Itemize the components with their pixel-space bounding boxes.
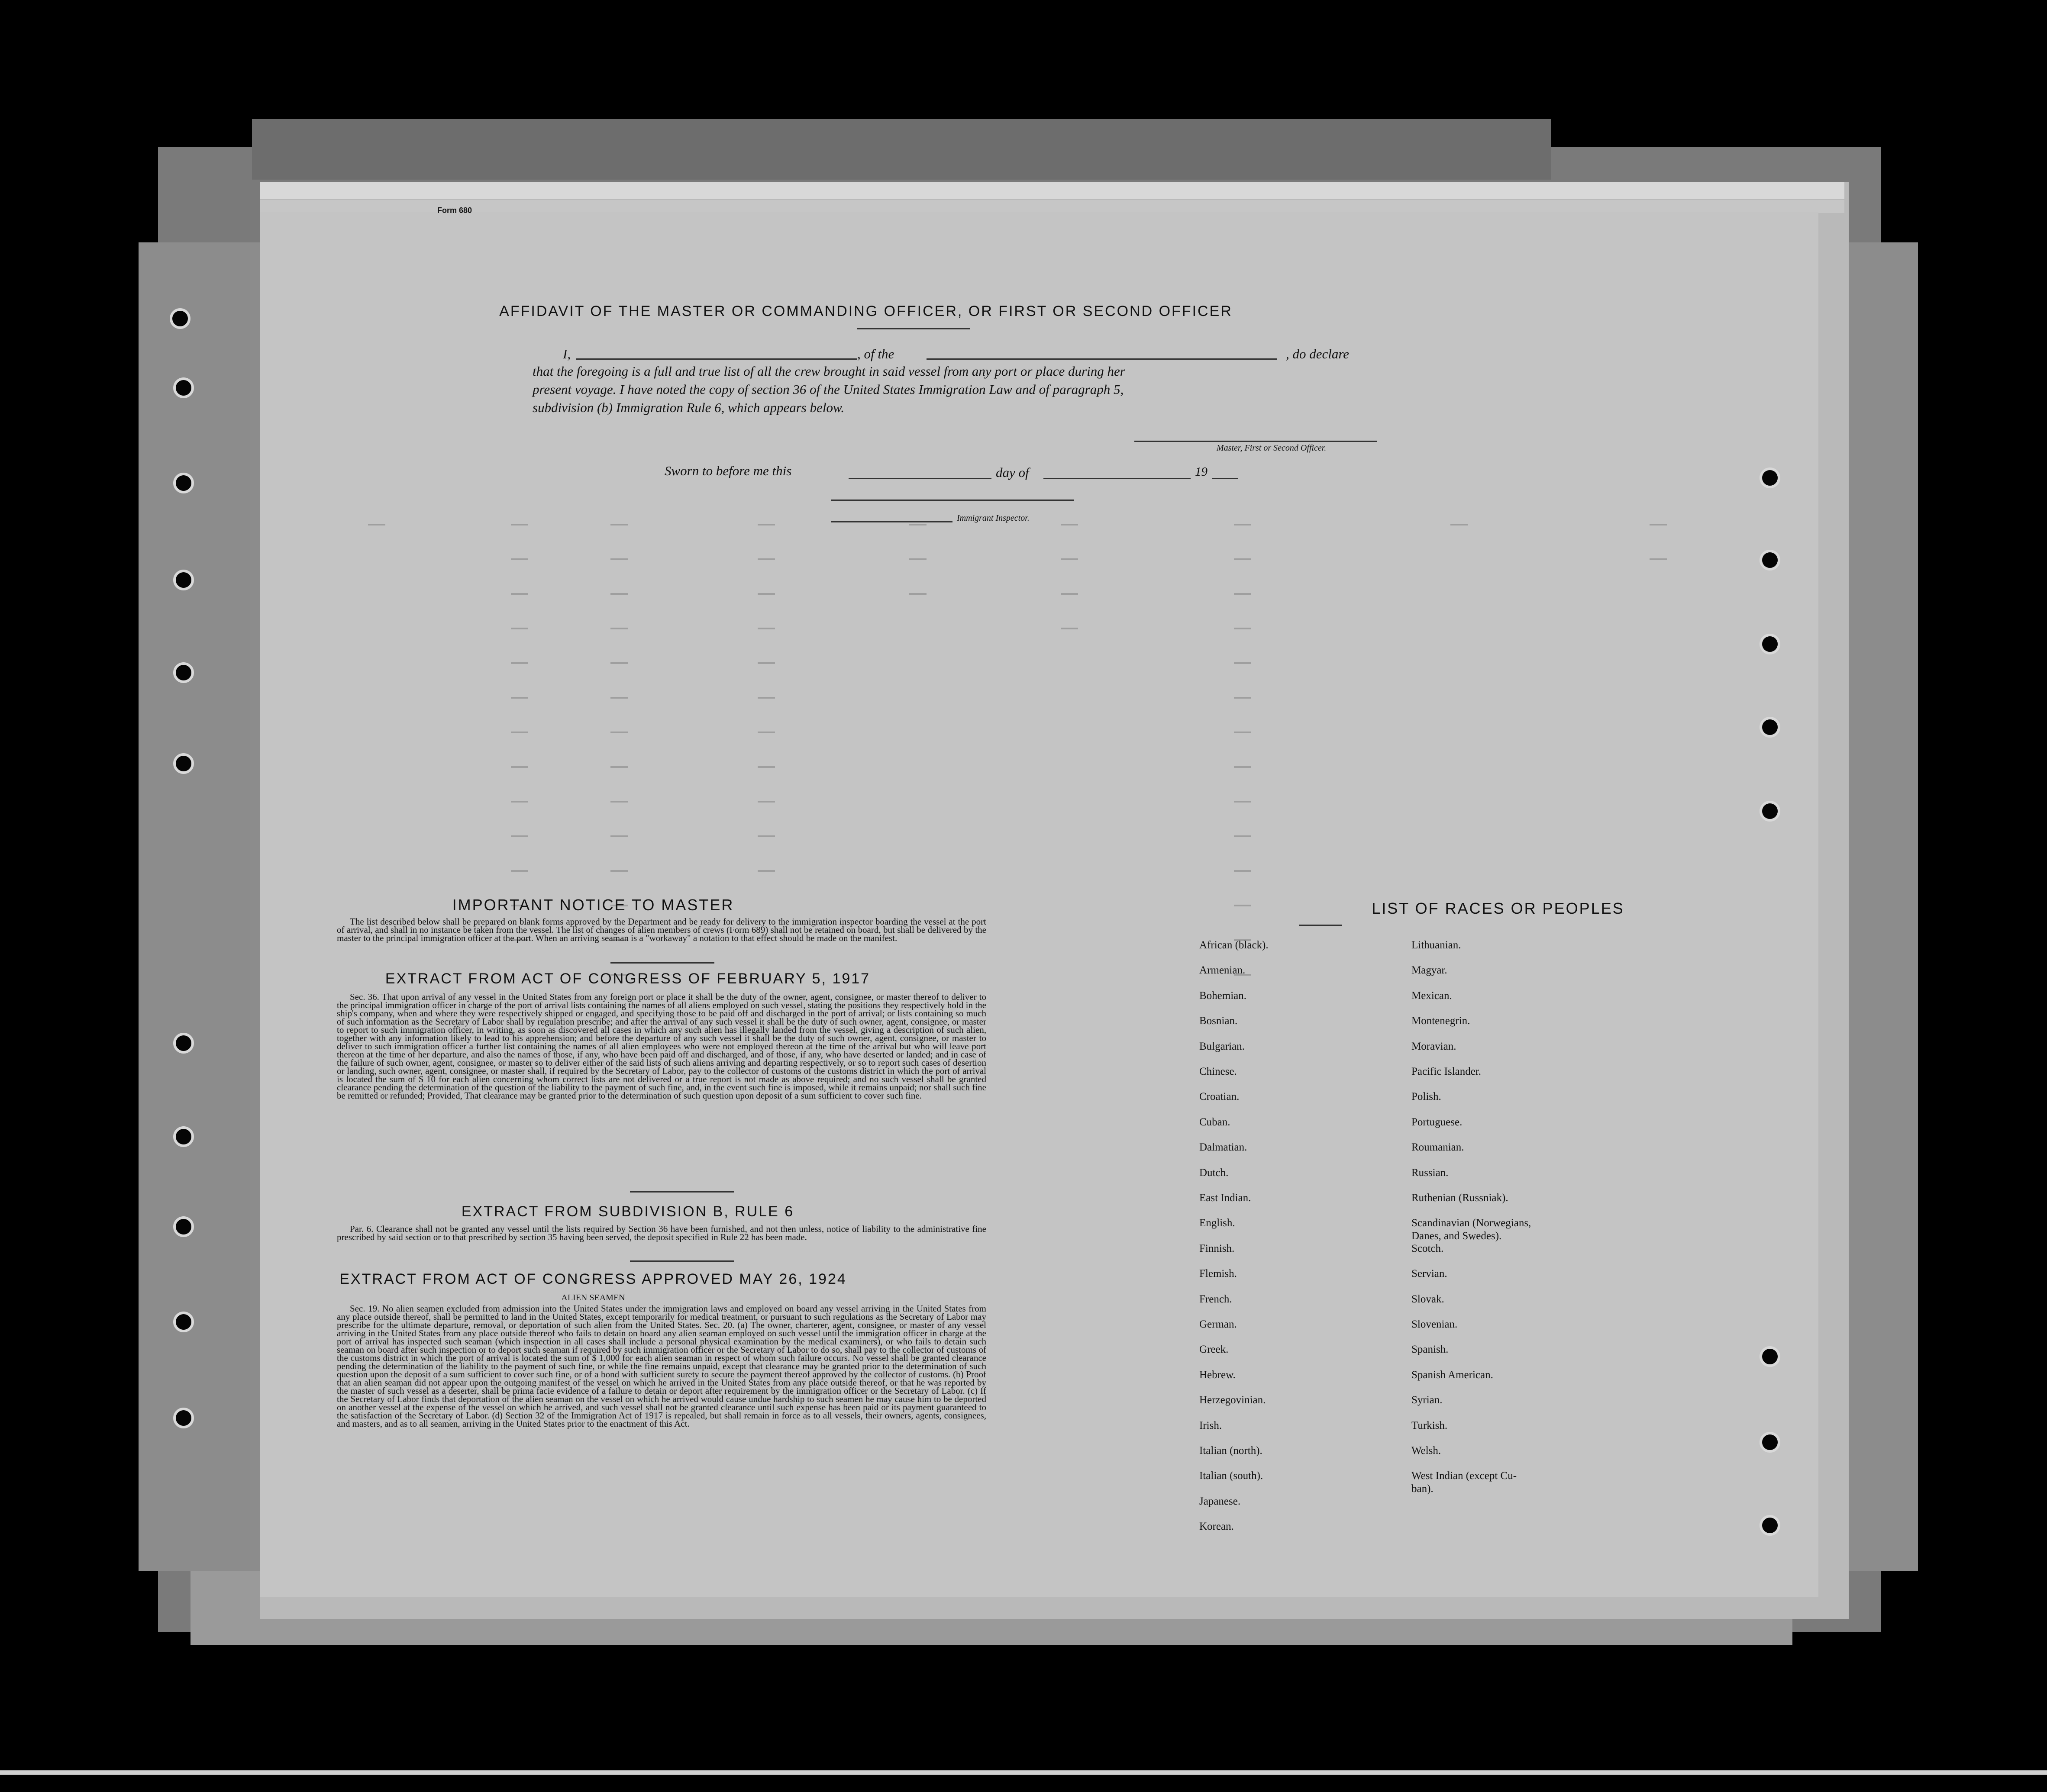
sworn-day-blank <box>849 478 991 479</box>
master-signature-line <box>1134 441 1377 442</box>
inspector-signature-line <box>831 500 1074 501</box>
binder-hole <box>170 308 190 329</box>
race-item: Danes, and Swedes). <box>1411 1230 1502 1242</box>
extract-1924-subtitle: ALIEN SEAMEN <box>561 1293 625 1302</box>
race-item: French. <box>1199 1293 1232 1305</box>
race-item: Greek. <box>1199 1344 1229 1356</box>
race-item: Irish. <box>1199 1419 1222 1431</box>
extract-1924-body: Sec. 19. No alien seamen excluded from admission into the United States under the immigration laws and employed on board any vessel arriving in the United States from any place outside thereof, shall be permitted to land in the United States, except temporarily for medical treatment, or pursuant to such regulations as the Secretary of Labor may prescribe for the ultimate departure, removal, or deportation of such alien from the United States. Sec. 20. (a) The owner, charterer, agent, consignee, or master of any vessel arriving in the United States from any place outside thereof who fails to detain on board any alien seaman employed on such vessel until the immigration officer in charge at the port of arrival has inspected such seaman (which inspection in all cases shall include a personal physical examination by the medical examiners), or who fails to detain such seaman on board after such inspection or to deport such seaman if required by such immigration officer or the Secretary of Labor to do so, shall pay to the collector of customs of the customs district in which the port of arrival is located the sum of $ 1,000 for each alien seaman in respect of whom such failure occurs. No vessel shall be granted clearance pending the determination of the liability to the payment of such fine, or while the fine remains unpaid, except that clearance may be granted prior to the determination of such question upon the deposit of a sum sufficient to cover such fine, or of a bond with sufficient surety to secure the payment thereof approved by the collector of customs. (b) Proof that an alien seaman did not appear upon the outgoing manifest of the vessel on which he arrived in the United States from any place outside thereof, or that he was reported by the master of such vessel as a deserter, shall be prima facie evidence of a failure to detain or deport after requirement by the immigration officer or the Secretary of Labor. (c) If the Secretary of Labor finds that deportation of the alien seaman on the vessel on which he arrived would cause undue hardship to such seamen he may cause him to be deported on another vessel at the expense of the vessel on which he arrived, and such vessel shall not be granted clearance until such expense has been paid or its payment guaranteed to the satisfaction of the Secretary of Labor. (d) Section 32 of the Immigration Act of 1917 is repealed, but shall remain in force as to all vessels, their owners, agents, consignees, and masters, and as to all seamen, arriving in the United States prior to the enactment of this Act. <box>337 1303 986 1429</box>
master-signature-label: Master, First or Second Officer. <box>1217 443 1327 453</box>
race-item: Italian (north). <box>1199 1445 1262 1457</box>
race-item: Lithuanian. <box>1411 939 1461 951</box>
race-item: African (black). <box>1199 939 1269 951</box>
notice-title: IMPORTANT NOTICE TO MASTER <box>452 896 734 914</box>
inspector-signature-line-2 <box>831 521 952 522</box>
binder-hole <box>173 1216 194 1237</box>
film-edge <box>0 1770 2047 1775</box>
races-title: LIST OF RACES OR PEOPLES <box>1372 899 1624 917</box>
section-rule <box>610 962 714 964</box>
sheet-edge-strip <box>260 200 1844 213</box>
day-of-label: day of <box>996 465 1029 480</box>
binder-hole <box>1760 1346 1780 1367</box>
sheet-edge-strip <box>260 182 1844 199</box>
race-item: Armenian. <box>1199 964 1246 977</box>
binder-hole <box>173 1033 194 1054</box>
form-sheet <box>260 206 1818 1597</box>
race-item: Moravian. <box>1411 1040 1456 1052</box>
name-blank <box>576 358 857 360</box>
race-item: Finnish. <box>1199 1242 1235 1254</box>
binder-hole <box>1760 634 1780 654</box>
race-item: Pacific Islander. <box>1411 1066 1482 1077</box>
race-item: Montenegrin. <box>1411 1015 1470 1027</box>
race-item: English. <box>1199 1217 1235 1229</box>
race-item: Turkish. <box>1411 1419 1448 1431</box>
binder-hole <box>173 473 194 493</box>
race-item: Chinese. <box>1199 1066 1237 1077</box>
race-item: West Indian (except Cu- <box>1411 1470 1517 1482</box>
race-item: Spanish. <box>1411 1344 1449 1356</box>
race-item: ban). <box>1411 1483 1434 1495</box>
binder-hole <box>1760 801 1780 822</box>
binder-hole <box>1760 1515 1780 1536</box>
race-item: Portuguese. <box>1411 1116 1463 1128</box>
race-item: Herzegovinian. <box>1199 1394 1266 1406</box>
race-item: East Indian. <box>1199 1192 1251 1204</box>
race-item: Servian. <box>1411 1268 1447 1280</box>
binder-hole <box>173 1312 194 1332</box>
race-item: Japanese. <box>1199 1495 1241 1507</box>
race-item: Slovenian. <box>1411 1318 1458 1330</box>
race-item: Scandinavian (Norwegians, <box>1411 1217 1531 1229</box>
title-rule <box>857 328 970 329</box>
race-item: German. <box>1199 1318 1237 1330</box>
extract-1924-title: EXTRACT FROM ACT OF CONGRESS APPROVED MAY 26, 1924 <box>339 1271 847 1287</box>
inspector-signature-label: Immigrant Inspector. <box>957 513 1030 523</box>
race-item: Scotch. <box>1411 1242 1444 1254</box>
race-item: Bohemian. <box>1199 989 1247 1002</box>
sworn-label: Sworn to before me this <box>665 463 792 478</box>
race-item: Ruthenian (Russniak). <box>1411 1192 1508 1204</box>
rule-6-title: EXTRACT FROM SUBDIVISION B, RULE 6 <box>461 1203 794 1220</box>
vessel-blank <box>927 358 1277 360</box>
binder-hole <box>173 1126 194 1147</box>
race-item: Magyar. <box>1411 964 1447 977</box>
affidavit-line-3: subdivision (b) Immigration Rule 6, which appears below. <box>533 400 845 415</box>
binder-hole <box>173 662 194 683</box>
affidavit-of-the: , of the <box>857 346 894 361</box>
race-item: Korean. <box>1199 1521 1234 1533</box>
affidavit-do-declare: , do declare <box>1286 346 1350 361</box>
year-label: 19 <box>1195 465 1208 479</box>
binder-hole <box>1760 717 1780 738</box>
affidavit-i-label: I, <box>563 346 571 361</box>
binder-hole <box>1760 550 1780 570</box>
binder-hole <box>1760 467 1780 488</box>
extract-1917-body: Sec. 36. That upon arrival of any vessel in the United States from any foreign port or place it shall be the duty of the owner, agent, consignee, or master thereof to deliver to the principal immigration officer in charge of the port of arrival lists containing the names of all aliens employed on such vessel, stating the positions they respectively hold in the ship's company, when and where they were respectively shipped or engaged, and specifying those to be paid off and discharged in the port of arrival; or lists containing so much of such information as the Secretary of Labor shall by regulation prescribe; and after the arrival of any such vessel it shall be the duty of such owner, agent, consignee, or master to report to such immigration officer, in writing, as soon as discovered all cases in which any such alien has illegally landed from the vessel, giving a description of such alien, together with any information likely to lead to his apprehension; and before the departure of any such vessel it shall be the duty of such owner, agent, consignee, or master to deliver to such immigration officer a further list containing the names of all alien employees who were not employed thereon at the time of the arrival but who will leave port thereon at the time of her departure, and also the names of those, if any, who have been paid off and discharged, and of those, if any, who have deserted or landed; and in case of the failure of such owner, agent, consignee, or master so to deliver either of the said lists of such aliens arriving and departing respectively, or so to report such cases of desertion or landing, such owner, agent, consignee, or master shall, if required by the Secretary of Labor, pay to the collector of customs of the customs district in which the port of arrival is located the sum of $ 10 for each alien concerning whom correct lists are not delivered or a true report is not made as above required; and no such vessel shall be granted clearance pending the determination of the question of the liability to the payment of such fine, and, in the event such fine is imposed, while it remains unpaid; nor shall such fine be remitted or refunded; Provided, That clearance may be granted prior to the determination of such question upon deposit of a sum sufficient to cover such fine. <box>337 992 986 1101</box>
section-rule <box>630 1260 734 1262</box>
binder-hole <box>173 753 194 774</box>
back-sheet-top <box>252 119 1551 180</box>
race-item: Polish. <box>1411 1091 1441 1103</box>
races-rule <box>1299 925 1342 926</box>
binder-hole <box>173 570 194 590</box>
race-item: Dutch. <box>1199 1167 1229 1179</box>
race-item: Mexican. <box>1411 989 1452 1002</box>
race-item: Russian. <box>1411 1167 1449 1179</box>
extract-1917-title: EXTRACT FROM ACT OF CONGRESS OF FEBRUARY 5, 1917 <box>385 970 871 987</box>
sworn-year-blank <box>1212 478 1238 479</box>
race-item: Flemish. <box>1199 1268 1237 1280</box>
race-item: Bosnian. <box>1199 1015 1238 1027</box>
sworn-month-blank <box>1043 478 1191 479</box>
rule-6-body: Par. 6. Clearance shall not be granted any vessel until the lists required by Section 36 have been furnished, and not then unless, notice of liability to the administrative fine prescribed by said section or to that prescribed by section 35 having been served, the deposit specified in Rule 22 has been made. <box>337 1224 986 1242</box>
affidavit-title: AFFIDAVIT OF THE MASTER OR COMMANDING OFFICER, OR FIRST OR SECOND OFFICER <box>499 303 1233 319</box>
section-rule <box>630 1191 734 1193</box>
notice-body: The list described below shall be prepared on blank forms approved by the Department and be ready for delivery to the immigration inspector boarding the vessel at the port of arrival, and shall in no instance be taken from the vessel. The list of changes of alien members of crews (Form 689) shall not be retained on board, but shall be delivered by the master to the principal immigration officer at the port. When an arriving seaman is a "workaway" a notation to that effect should be made on the manifest. <box>337 916 986 943</box>
race-item: Cuban. <box>1199 1116 1230 1128</box>
affidavit-line-2: present voyage. I have noted the copy of section 36 of the United States Immigration Law and of paragraph 5, <box>533 382 1124 397</box>
race-item: Dalmatian. <box>1199 1141 1247 1154</box>
affidavit-line-1: that the foregoing is a full and true list of all the crew brought in said vessel from any port or place during her <box>533 364 1125 379</box>
race-item: Welsh. <box>1411 1445 1441 1457</box>
form-number: Form 680 <box>437 206 472 215</box>
binder-hole <box>1760 1432 1780 1453</box>
binder-hole <box>173 377 194 398</box>
race-item: Syrian. <box>1411 1394 1443 1406</box>
race-item: Bulgarian. <box>1199 1040 1245 1052</box>
race-item: Slovak. <box>1411 1293 1444 1305</box>
race-item: Italian (south). <box>1199 1470 1263 1482</box>
race-item: Roumanian. <box>1411 1141 1464 1154</box>
race-item: Croatian. <box>1199 1091 1240 1103</box>
binder-hole <box>173 1408 194 1428</box>
race-item: Hebrew. <box>1199 1369 1236 1381</box>
race-item: Spanish American. <box>1411 1369 1493 1381</box>
